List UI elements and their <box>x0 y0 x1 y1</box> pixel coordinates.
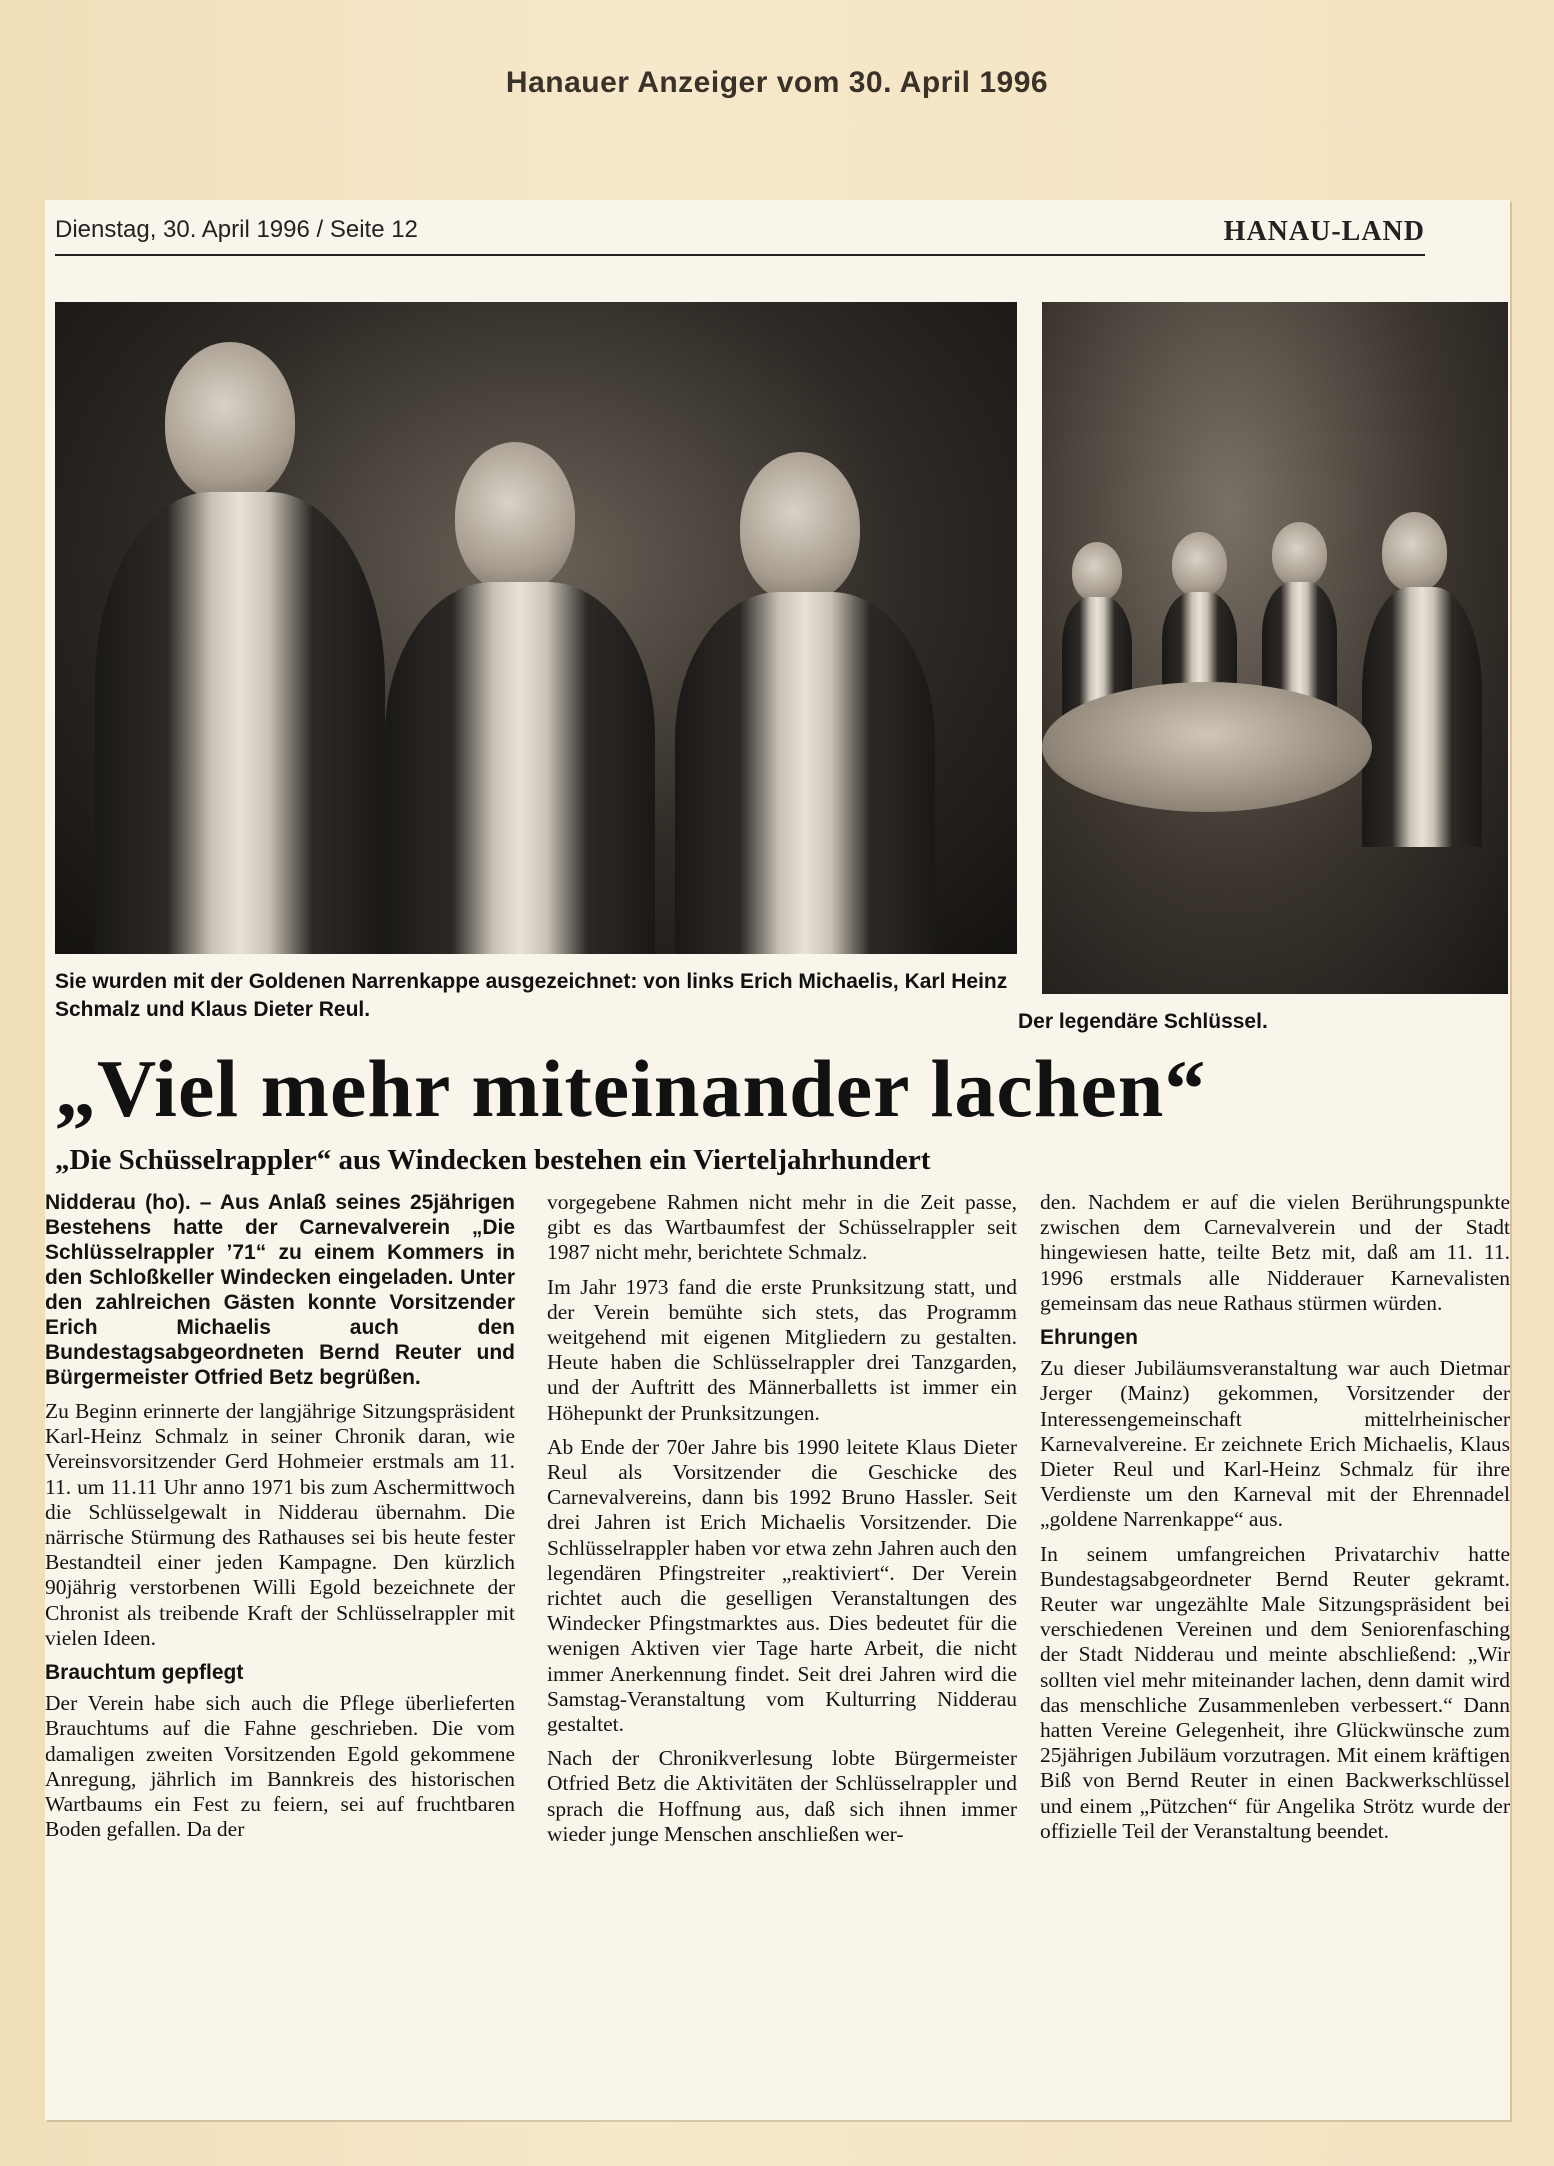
photo-legendary-key <box>1042 302 1508 994</box>
article-lead: Nidderau (ho). – Aus Anlaß seines 25jährigen Bestehens hatte der Carnevalverein „Die Schlüsselrappler ’71“ zu einem Kommers in den Schloßkeller Windecken eingeladen. Unter den zahlreichen Gästen konnte Vorsitzender Erich Michaelis auch den Bundestagsabgeordneten Bernd Reuter und Bürgermeister Otfried Betz begrüßen. <box>45 1191 515 1389</box>
newspaper-clipping <box>45 200 1510 2120</box>
article-paragraph: vorgegebene Rahmen nicht mehr in die Zeit passe, gibt es das Wartbaumfest der Schüsselrappler seit 1987 nicht mehr, berichtete Schmalz. <box>547 1190 1017 1265</box>
photo-caption-main: Sie wurden mit der Goldenen Narrenkappe ausgezeichnet: von links Erich Michaelis, Karl Heinz Schmalz und Klaus Dieter Reul. <box>55 970 1008 1021</box>
article-column-3 <box>1040 1190 1510 1853</box>
masthead-section: HANAU-LAND <box>1223 216 1425 247</box>
article-paragraph: Im Jahr 1973 fand die erste Prunksitzung statt, und der Verein bemühte sich stets, das Programm weitgehend mit eigenen Mitgliedern zu gestalten. Heute haben die Schlüsselrappler drei Tanzgarden, und der Auftritt des Männerballetts ist immer ein Höhepunkt der Prunksitzungen. <box>547 1274 1017 1425</box>
article-paragraph: Zu dieser Jubiläumsveranstaltung war auch Dietmar Jerger (Mainz) gekommen, Vorsitzender der Interessengemeinschaft mittelrheinischer Karnevalvereine. Er zeichnete Erich Michaelis, Klaus Dieter Reul und Karl-Heinz Schmalz für ihre Verdienste um den Karneval mit der Ehrennadel „goldene Narrenkappe“ aus. <box>1040 1356 1510 1532</box>
section-heading: Brauchtum gepflegt <box>45 1661 244 1685</box>
article-paragraph: Ab Ende der 70er Jahre bis 1990 leitete Klaus Dieter Reul als Vorsitzender die Geschicke des Carnevalvereins, dann bis 1992 Bruno Hassler. Seit drei Jahren ist Erich Michaelis Vorsitzender. Die Schlüsselrappler haben vor etwa zehn Jahren auch den legendären Pfingstreiter „reaktiviert“. Der Verein richtet auch die geselligen Veranstaltungen des Windecker Pfingstmarktes aus. Dies bedeutet für die wenigen Aktiven vier Tage harte Arbeit, die nicht immer Anerkennung findet. Seit drei Jahren wird die Samstag-Veranstaltung vom Kulturring Nidderau gestaltet. <box>547 1434 1017 1737</box>
article-headline: „Viel mehr miteinander lachen“ <box>55 1043 1207 1134</box>
key-pastry <box>1042 682 1372 812</box>
photo-caption-side: Der legendäre Schlüssel. <box>1018 1010 1268 1033</box>
article-column-1 <box>45 1190 515 1851</box>
article-subheadline: „Die Schüsselrappler“ aus Windecken bestehen ein Vierteljahrhundert <box>55 1144 931 1176</box>
section-heading: Ehrungen <box>1040 1326 1138 1350</box>
masthead-date: Dienstag, 30. April 1996 / Seite 12 <box>55 216 418 243</box>
photo-three-men <box>55 302 1017 954</box>
article-paragraph: In seinem umfangreichen Privatarchiv hatte Bundestagsabgeordneter Bernd Reuter gekramt. Reuter war ungezählte Male Sitzungspräsident bei verschiedenen Vereinen und dem Seniorenfasching der Stadt Nidderau und meinte abschließend: „Wir sollten viel mehr miteinander lachen, denn damit wird das menschliche Zusammenleben verbessert.“ Dann hatten Vereine Gelegenheit, ihre Glückwünsche zum 25jährigen Jubiläum vorzutragen. Mit einem kräftigen Biß von Bernd Reuter in einen Backwerkschlüssel und einem „Pützchen“ für Angelika Strötz wurde der offizielle Teil der Veranstaltung beendet. <box>1040 1541 1510 1843</box>
article-column-2 <box>547 1190 1017 1856</box>
article-paragraph: Der Verein habe sich auch die Pflege überlieferten Brauchtums auf die Fahne geschrieben. Die vom damaligen zweiten Vorsitzenden Egold gekommene Anregung, jährlich im Bannkreis des historischen Wartbaums ein Fest zu feiern, sei auf fruchtbaren Boden gefallen. Da der <box>45 1691 515 1842</box>
article-paragraph: Zu Beginn erinnerte der langjährige Sitzungspräsident Karl-Heinz Schmalz in seiner Chronik daran, wie Vereinsvorsitzender Gerd Hohmeier erstmals am 11. 11. um 11.11 Uhr anno 1971 bis zum Aschermittwoch die Schlüsselgewalt in Nidderau übernahm. Die närrische Stürmung des Rathauses sei bis heute fester Bestandteil einer jeden Kampagne. Den kürzlich 90jährig verstorbenen Willi Egold bezeichnete der Chronist als treibende Kraft der Schlüsselrappler mit vielen Ideen. <box>45 1399 515 1650</box>
masthead <box>55 214 1425 256</box>
article-paragraph: Nach der Chronikverlesung lobte Bürgermeister Otfried Betz die Aktivitäten der Schlüsselrappler und sprach die Hoffnung aus, daß sich ihnen immer wieder junge Menschen anschließen wer- <box>547 1746 1017 1846</box>
clipping-source-note: Hanauer Anzeiger vom 30. April 1996 <box>505 66 1049 99</box>
article-paragraph: den. Nachdem er auf die vielen Berührungspunkte zwischen dem Carnevalverein und der Stadt hingewiesen hatte, teilte Betz mit, daß am 11. 11. 1996 erstmals alle Nidderauer Karnevalisten gemeinsam das neue Rathaus stürmen würden. <box>1040 1190 1510 1315</box>
